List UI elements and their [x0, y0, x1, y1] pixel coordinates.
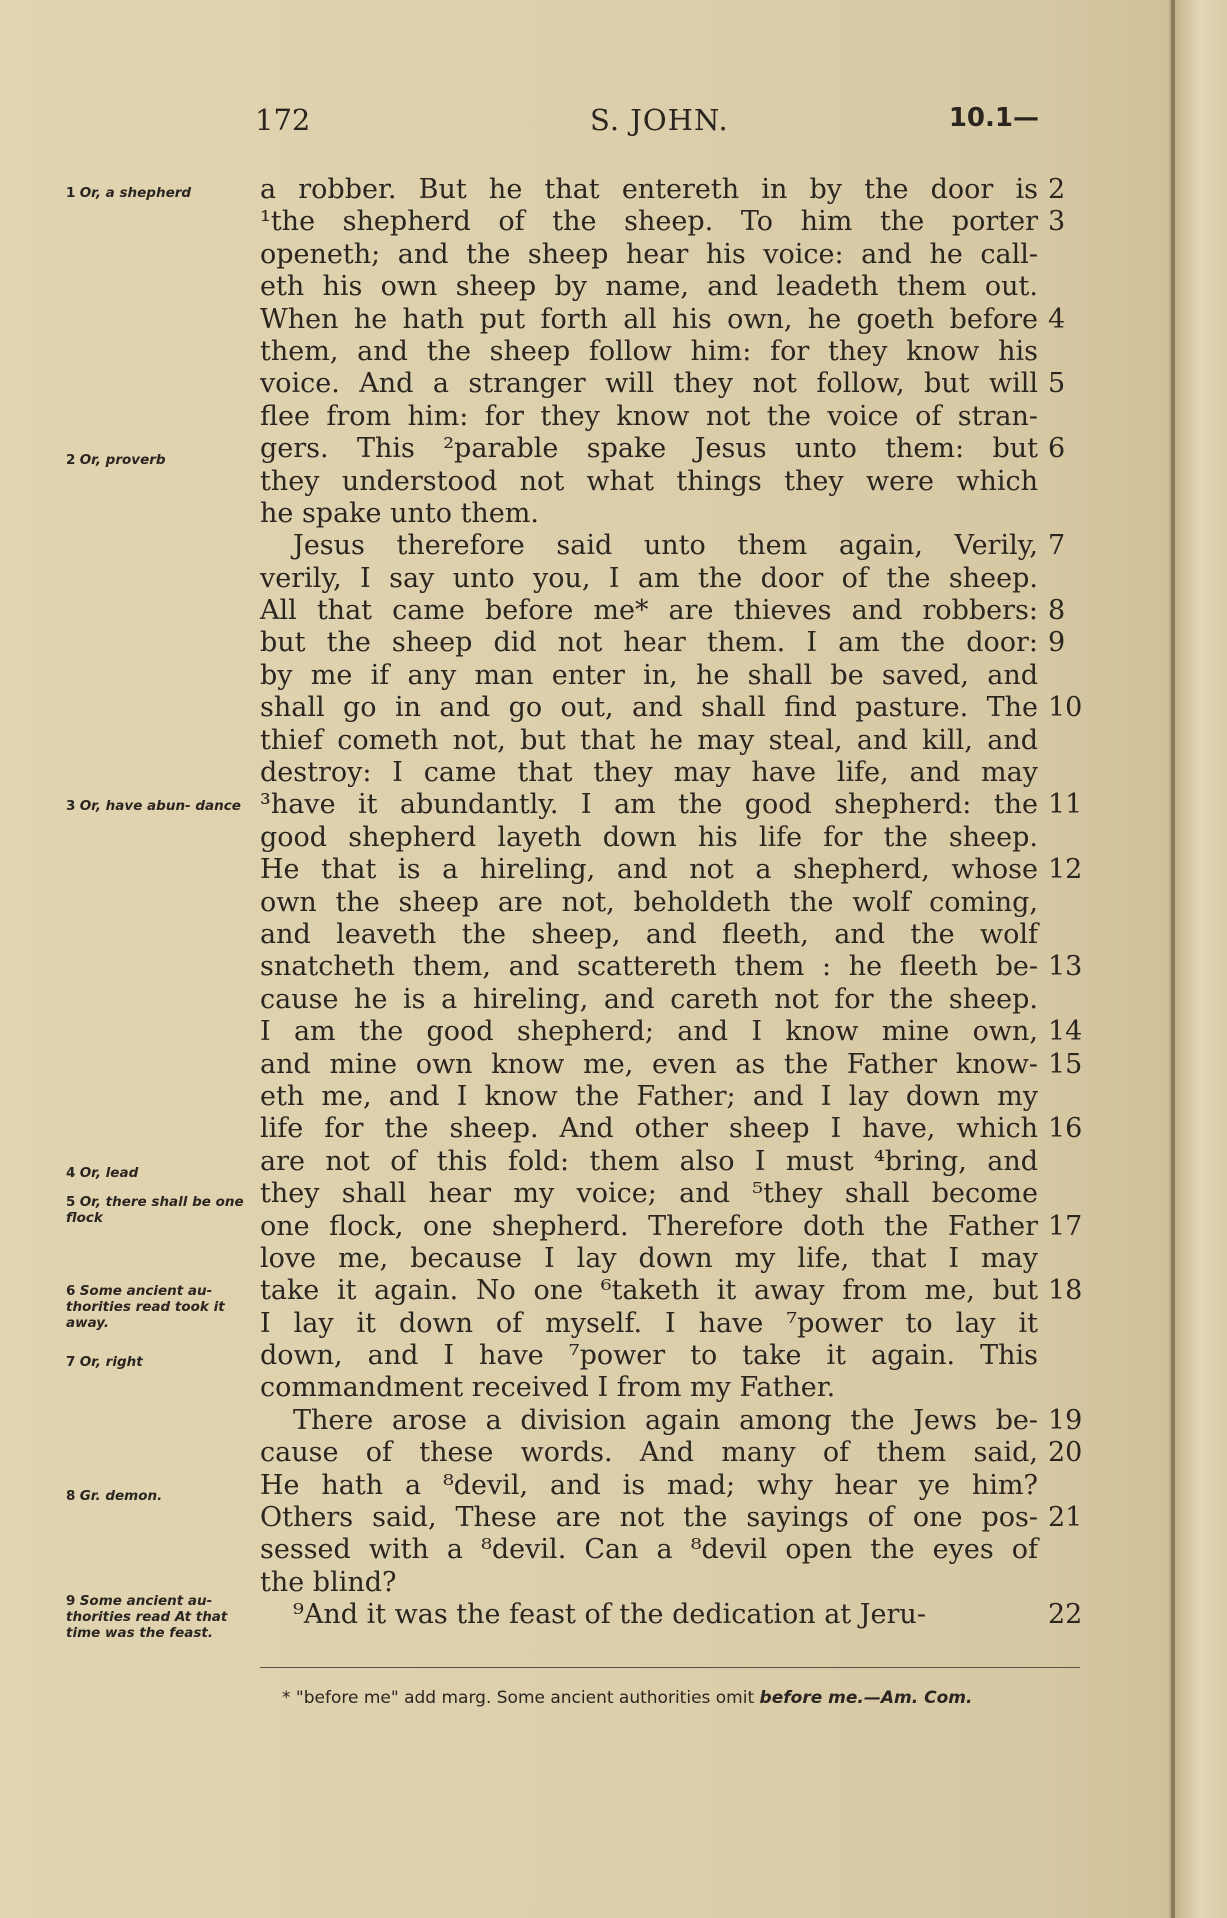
line-text: verily, I say unto you, I am the door of the sheep.: [260, 562, 1038, 594]
text-line: [260, 303, 1066, 336]
text-line: [260, 725, 1038, 757]
line-text: they shall hear my voice; and ⁵they shall become: [260, 1178, 1038, 1210]
text-line: [260, 1534, 1038, 1566]
line-text: He hath a ⁸devil, and is mad; why hear ye him?: [260, 1469, 1038, 1501]
text-line: [260, 692, 1083, 724]
page-header: [255, 103, 1039, 143]
margin-note-number: 2: [66, 452, 76, 468]
chapter-reference: 10.1—: [948, 103, 1039, 133]
verse-number: 6: [1048, 433, 1066, 465]
line-text: ⁹And it was the feast of the dedication at Jeru-: [293, 1599, 926, 1631]
margin-note-number: 6: [66, 1283, 76, 1299]
text-line: [260, 466, 1038, 498]
line-text: cause he is a hireling, and careth not for the sheep.: [260, 983, 1038, 1015]
text-line: [260, 854, 1083, 886]
text-line: [260, 887, 1038, 919]
verse-number: 14: [1048, 1016, 1083, 1048]
margin-note: [66, 1488, 256, 1504]
text-line: [260, 1275, 1083, 1307]
text-line: [260, 1308, 1038, 1340]
text-line: [260, 984, 1038, 1016]
verse-number: 8: [1048, 595, 1066, 627]
text-line: [260, 530, 1066, 562]
margin-note: [66, 185, 256, 201]
line-text: openeth; and the sheep hear his voice: and he call-: [260, 238, 1038, 270]
page-gutter-line: [1171, 0, 1175, 1918]
verse-number: 4: [1048, 303, 1066, 335]
margin-note-text: Some ancient au- thorities read At that time was the feast.: [66, 1593, 228, 1641]
line-text: them, and the sheep follow him: for they know his: [260, 335, 1038, 367]
line-text: There arose a division again among the Jews be-: [293, 1404, 1038, 1436]
margin-note: [66, 1165, 256, 1181]
text-line: [260, 174, 1066, 206]
margin-note-text: Or, have abun- dance: [79, 798, 241, 814]
line-text: but the sheep did not hear them. I am the door:: [260, 627, 1038, 659]
line-text: one flock, one shepherd. Therefore doth the Father: [260, 1210, 1038, 1242]
verse-number: 13: [1048, 951, 1083, 983]
text-line: [260, 1113, 1083, 1145]
line-text: take it again. No one ⁶taketh it away from me, but: [260, 1275, 1038, 1307]
text-line: [260, 1243, 1038, 1275]
verse-number: 18: [1048, 1275, 1083, 1307]
verse-number: 21: [1048, 1502, 1083, 1534]
text-line: [260, 951, 1083, 983]
text-line: [260, 1372, 1038, 1404]
page-number: 172: [255, 103, 311, 137]
margin-note-number: 4: [66, 1165, 76, 1181]
line-text: love me, because I lay down my life, that I may: [260, 1242, 1038, 1274]
text-line: [260, 660, 1038, 692]
page-edge-shadow: [1169, 0, 1227, 1918]
verse-number: 7: [1048, 530, 1066, 562]
line-text: When he hath put forth all his own, he goeth before: [260, 303, 1038, 335]
text-line: [260, 433, 1066, 465]
line-text: own the sheep are not, beholdeth the wolf coming,: [260, 886, 1038, 918]
text-line: [260, 498, 1038, 530]
text-line: [260, 757, 1038, 789]
verse-number: 17: [1048, 1210, 1083, 1242]
line-text: and mine own know me, even as the Father know-: [260, 1048, 1038, 1080]
text-line: [260, 1404, 1083, 1437]
text-line: [260, 401, 1038, 433]
text-line: [260, 368, 1066, 400]
text-line: [260, 1502, 1083, 1534]
text-line: [260, 789, 1083, 821]
line-text: All that came before me* are thieves and robbers:: [260, 595, 1038, 627]
margin-note: [66, 1283, 256, 1331]
margin-note-number: 5: [66, 1194, 76, 1210]
margin-note-text: Or, there shall be one flock: [66, 1194, 244, 1226]
footnote-text: * "before me" add marg. Some ancient authorities omit: [282, 1688, 755, 1708]
text-line: [260, 271, 1038, 303]
text-line: [260, 595, 1066, 627]
line-text: life for the sheep. And other sheep I have, which: [260, 1113, 1038, 1145]
running-title: S. JOHN.: [590, 103, 729, 137]
line-text: snatcheth them, and scattereth them : he fleeth be-: [260, 951, 1038, 983]
text-line: [260, 239, 1038, 271]
line-text: flee from him: for they know not the voice of stran-: [260, 400, 1038, 432]
body-text: [260, 174, 1083, 1632]
text-line: [260, 1437, 1083, 1469]
line-text: good shepherd layeth down his life for the sheep.: [260, 821, 1038, 853]
margin-note-text: Some ancient au- thorities read took it away.: [66, 1283, 225, 1331]
text-line: [260, 1210, 1083, 1243]
text-line: [260, 1178, 1038, 1210]
verse-number: 12: [1048, 854, 1083, 886]
margin-note: [66, 1354, 256, 1370]
line-text: ¹the shepherd of the sheep. To him the porter: [260, 206, 1038, 238]
margin-note-text: Or, proverb: [79, 452, 166, 468]
line-text: I am the good shepherd; and I know mine own,: [260, 1016, 1038, 1048]
line-text: commandment received I from my Father.: [260, 1372, 836, 1404]
text-line: [260, 1599, 1083, 1631]
line-text: destroy: I came that they may have life, and may: [260, 757, 1038, 789]
text-line: [260, 1470, 1038, 1502]
footnote-ref: before me.—Am. Com.: [759, 1688, 973, 1708]
margin-note-text: Gr. demon.: [79, 1488, 163, 1504]
footnote-rule: [260, 1667, 1080, 1668]
margin-note-text: Or, right: [79, 1354, 143, 1370]
text-line: [260, 1567, 1038, 1599]
verse-number: 20: [1048, 1437, 1083, 1469]
margin-note-number: 1: [66, 185, 76, 201]
text-line: [260, 206, 1066, 238]
margin-note: [66, 1593, 256, 1641]
verse-number: 10: [1048, 692, 1083, 724]
line-text: ³have it abundantly. I am the good shepherd: the: [260, 789, 1038, 821]
verse-number: 22: [1048, 1599, 1083, 1631]
text-line: [260, 336, 1038, 368]
margin-note: [66, 798, 256, 814]
line-text: I lay it down of myself. I have ⁷power to lay it: [260, 1307, 1038, 1339]
line-text: thief cometh not, but that he may steal, and kill, and: [260, 724, 1038, 756]
line-text: He that is a hireling, and not a shepherd, whose: [260, 854, 1038, 886]
verse-number: 3: [1048, 206, 1066, 238]
margin-note-number: 7: [66, 1354, 76, 1370]
line-text: are not of this fold: them also I must ⁴bring, and: [260, 1145, 1038, 1177]
margin-note: [66, 452, 256, 468]
line-text: gers. This ²parable spake Jesus unto them: but: [260, 433, 1038, 465]
verse-number: 2: [1048, 174, 1066, 205]
text-line: [260, 627, 1066, 659]
line-text: down, and I have ⁷power to take it again. This: [260, 1340, 1038, 1372]
text-line: [260, 822, 1038, 854]
line-text: eth his own sheep by name, and leadeth them out.: [260, 271, 1038, 303]
line-text: they understood not what things they were which: [260, 465, 1038, 497]
line-text: cause of these words. And many of them said,: [260, 1437, 1038, 1469]
line-text: Others said, These are not the sayings of one pos-: [260, 1502, 1038, 1534]
line-text: shall go in and go out, and shall find pasture. The: [260, 692, 1038, 724]
line-text: sessed with a ⁸devil. Can a ⁸devil open the eyes of: [260, 1534, 1038, 1566]
margin-note: [66, 1194, 256, 1226]
line-text: by me if any man enter in, he shall be saved, and: [260, 659, 1038, 691]
line-text: and leaveth the sheep, and fleeth, and the wolf: [260, 918, 1038, 950]
verse-number: 19: [1048, 1404, 1083, 1436]
text-line: [260, 1016, 1083, 1048]
line-text: he spake unto them.: [260, 497, 539, 529]
footnote: [260, 1686, 1080, 1710]
line-text: eth me, and I know the Father; and I lay down my: [260, 1080, 1038, 1112]
line-text: the blind?: [260, 1566, 397, 1598]
margin-note-number: 3: [66, 798, 76, 814]
text-line: [260, 1146, 1038, 1178]
line-text: Jesus therefore said unto them again, Verily,: [293, 530, 1038, 562]
text-line: [260, 1048, 1083, 1081]
text-line: [260, 563, 1038, 595]
margin-note-number: 9: [66, 1593, 76, 1609]
text-line: [260, 1340, 1038, 1372]
verse-number: 9: [1048, 627, 1066, 659]
margin-note-number: 8: [66, 1488, 76, 1504]
verse-number: 16: [1048, 1113, 1083, 1145]
text-line: [260, 919, 1038, 951]
verse-number: 15: [1048, 1048, 1083, 1080]
margin-note-text: Or, a shepherd: [79, 185, 192, 201]
text-line: [260, 1081, 1038, 1113]
margin-note-text: Or, lead: [79, 1165, 139, 1181]
line-text: voice. And a stranger will they not follow, but will: [260, 368, 1038, 400]
line-text: a robber. But he that entereth in by the door is: [260, 174, 1038, 205]
verse-number: 5: [1048, 368, 1066, 400]
verse-number: 11: [1048, 789, 1083, 821]
